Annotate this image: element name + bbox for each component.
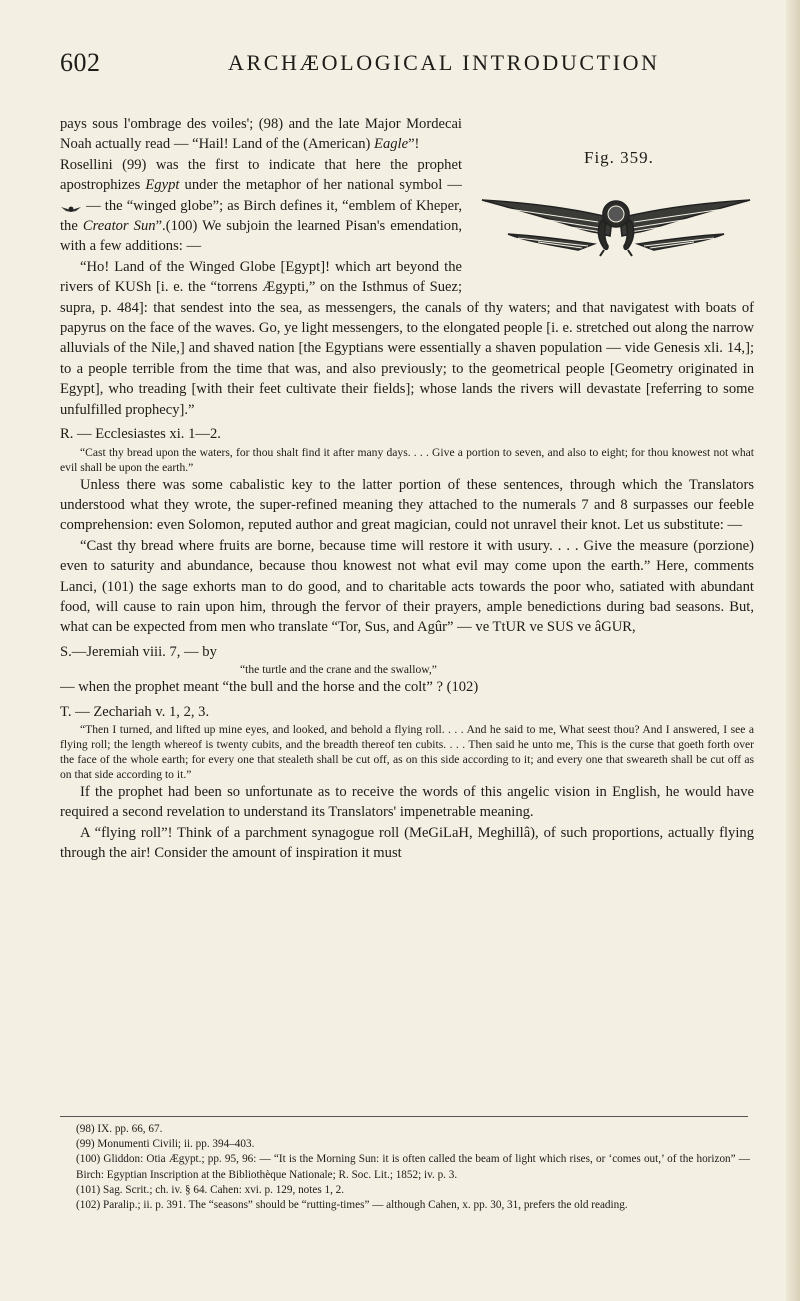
footnote: (98) IX. pp. 66, 67. xyxy=(76,1123,163,1135)
text-span: ”! xyxy=(408,136,420,153)
scripture-quote: “the turtle and the crane and the swallow,” xyxy=(240,663,437,677)
page-edge-shadow xyxy=(786,0,800,1301)
text-span: Rosellini (99) was the first to indicate that here the prophet apostrophizes xyxy=(60,156,462,194)
section-heading-r: R. — Ecclesiastes xi. 1—2. xyxy=(60,426,221,443)
footnote: (100) Gliddon: Otia Ægypt.; pp. 95, 96: — “It is the Morning Sun: it is often called the beam of light which rises, or ‘comes out,’ of the horizon” — Birch: Egyptian Inscription at the Bibliothèque Nationale; R. Soc. Lit.; 1852; iv. p. 3. xyxy=(76,1153,750,1181)
main-text xyxy=(60,114,754,864)
scripture-quote: “Cast thy bread upon the waters, for thou shalt find it after many days. . . . Give a portion to seven, and also to eight; for thou knowest not what evil shall be upon the earth.” xyxy=(60,445,754,474)
text-span: — the “winged globe”; as Birch defines it, “emblem of Kheper, the xyxy=(60,197,462,235)
footnote: (99) Monumenti Civili; ii. pp. 394–403. xyxy=(76,1138,255,1151)
text-span: Eagle xyxy=(374,136,409,153)
figure-wrap-space xyxy=(462,134,754,280)
paragraph: A “flying roll”! Think of a parchment synagogue roll (MeGiLaH, Meghillâ), of such proportions, actually flying through the air! Consider the amount of inspiration it must xyxy=(60,824,754,862)
winged-globe-inline-icon xyxy=(60,201,82,211)
text-span: pays sous l'ombrage des voiles'; (98) and the late Major Mordecai Noah actually read — “Hail! Land of the (American) xyxy=(60,116,462,153)
footnote-divider xyxy=(60,1116,748,1117)
text-span: ”.(100) We subjoin the learned Pisan's emendation, with a few additions: — xyxy=(60,218,463,255)
text-span: Creator Sun xyxy=(82,218,156,235)
scripture-quote: “Then I turned, and lifted up mine eyes, and looked, and behold a flying roll. . . . And he said to me, What seest thou? And I answered, I see a flying roll; the length whereof is twenty cubits, and the breadth thereof ten cubits. . . . Then said he unto me, This is the curse that goeth forth over the face of the whole earth; for every one that stealeth shall be cut off, as on this side according to it; and every one that sweareth shall be cut off as on that side according to it.” xyxy=(60,722,754,781)
footnote: (102) Paralip.; ii. p. 391. The “seasons” should be “rutting-times” — although Cahen, x. pp. 30, 31, prefers the old reading. xyxy=(76,1199,628,1212)
paragraph: — when the prophet meant “the bull and the horse and the colt” ? (102) xyxy=(60,679,479,696)
section-heading-t: T. — Zechariah v. 1, 2, 3. xyxy=(60,703,210,720)
section-heading-s: S.—Jeremiah viii. 7, — by xyxy=(60,643,217,660)
quotation: “Ho! Land of the Winged Globe [Egypt]! which art beyond the rivers of KUSh [i. e. the “torrens Ægypti,” on the Isthmus of Suez; supra, p. 484]: that sendest into the sea, as messengers, the canals of thy waters; and that navigatest with boats of papyrus on the face of the waves. Go, ye light messengers, to the elongated people [i. e. stretched out along the narrow alluvials of the Nile,] and shaved nation [the Egyptians were essentially a shaven population — vide Genesis xli. 14,]; to a people terrible from the time that was, and also previously; to the geometrical people [Geometry originated in Egypt], who treading [with their feet cultivate their fields]; whose lands the rivers will devastate [referring to some unfulfilled prophecy].” xyxy=(60,258,754,418)
paragraph: “Cast thy bread where fruits are borne, because time will restore it with usury. . . . Give the measure (porzione) even to saturity and abundance, because thou knowest not what evil may come upon the earth.” Here, comments Lanci, (101) the sage exhorts man to do good, and to charitable acts towards the poor who, satiated with abundant food, will cause to rain upon him, through the fervor of their prayers, ample benedictions during bad seasons. But, what can be expected from men who translate “Tor, Sus, and Agûr” — ve TtUR ve SUS ve âGUR, xyxy=(60,537,754,636)
paragraph: Unless there was some cabalistic key to the latter portion of these sentences, through which the Translators understood what they wrote, the super-refined meaning they attached to the numerals 7 and 8 surpasses our feeble comprehension: even Solomon, reputed author and great magician, could not unravel their knot. Let us substitute: — xyxy=(60,476,754,534)
text-span: Egypt xyxy=(145,177,180,194)
paragraph: If the prophet had been so unfortunate as to receive the words of this angelic vision in English, he would have required a second revelation to understand its Translators' impenetrable meaning. xyxy=(60,783,754,821)
page-header xyxy=(60,48,740,78)
text-span: under the metaphor of her national symbol — xyxy=(179,177,462,194)
running-head: ARCHÆOLOGICAL INTRODUCTION xyxy=(228,50,660,75)
figure-label: Fig. 359. xyxy=(584,148,654,167)
page-number: 602 xyxy=(60,48,101,77)
footnote: (101) Sag. Scrit.; ch. iv. § 64. Cahen: xvi. p. 129, notes 1, 2. xyxy=(76,1183,345,1196)
footnotes xyxy=(60,1122,750,1213)
